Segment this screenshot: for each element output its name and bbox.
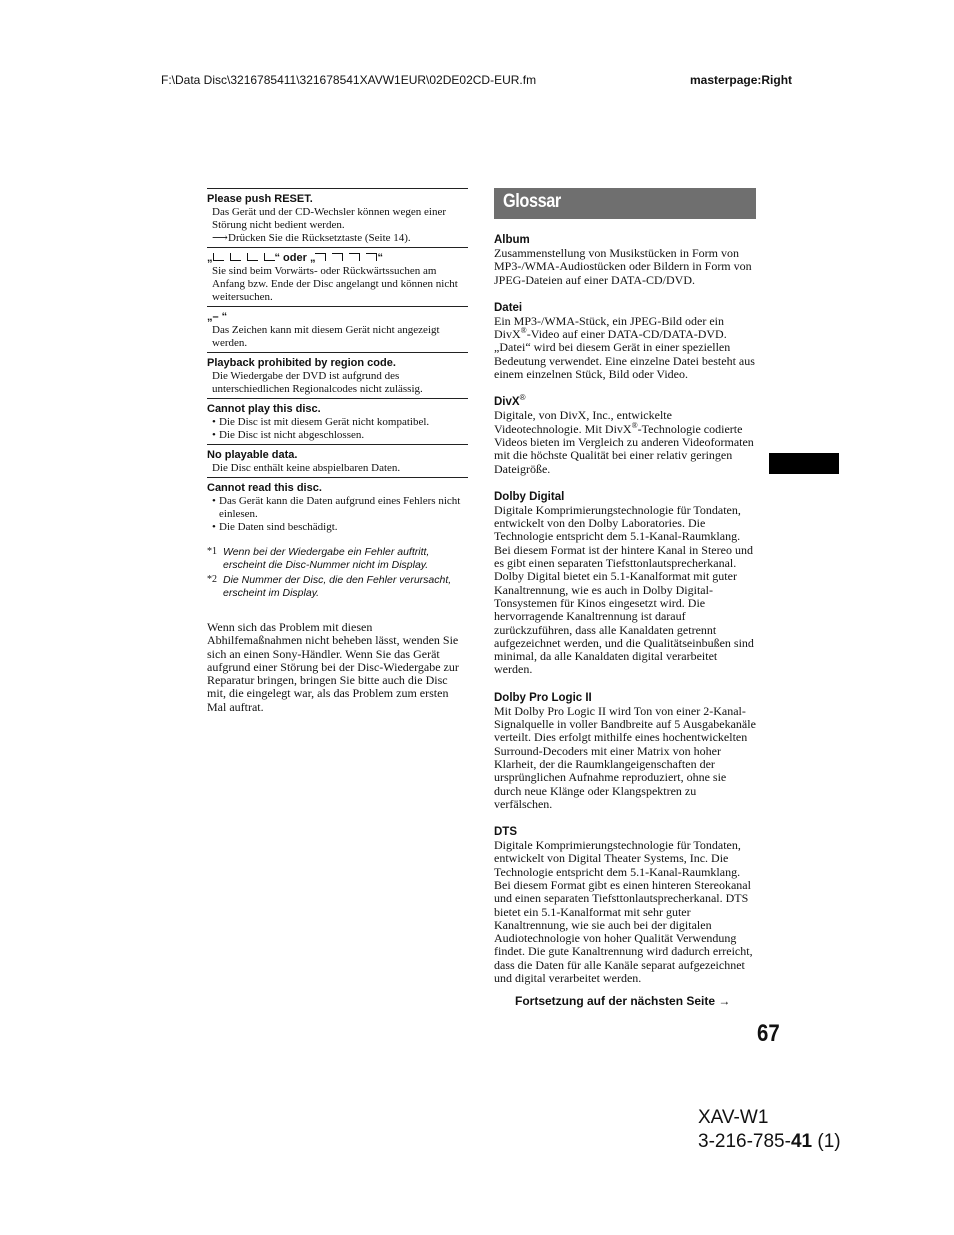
arrow-right-icon: ⟶ (212, 232, 228, 244)
model-code: 3-216-785-41 (1) (698, 1131, 841, 1152)
list-item: • Die Disc ist nicht abgeschlossen. (212, 429, 468, 442)
message-title: Playback prohibited by region code. (207, 357, 396, 369)
message-no-data (207, 444, 468, 477)
term-body: Zusammenstellung von Musikstücken in Form von MP3-/WMA-Audiostücken oder Bildern in Form von JPEG-Dateien auf einer DATA-CD/DVD. (494, 246, 752, 287)
message-action: ⟶Drücken Sie die Rücksetztaste (Seite 14). (212, 232, 411, 244)
section-thumb-tab (769, 453, 839, 474)
message-title: „– “ (207, 311, 228, 323)
model-name: XAV-W1 (698, 1107, 769, 1128)
term-title: Dolby Digital (494, 490, 565, 503)
error-messages-column (207, 188, 468, 714)
glossary-entry-dolby-digital (494, 490, 756, 677)
message-text: Die Disc enthält keine abspielbaren Daten. (212, 462, 401, 474)
continuation-note: Fortsetzung auf der nächsten Seite → (515, 994, 731, 1008)
message-reset (207, 188, 468, 247)
term-body: Digitale, von DivX, Inc., entwickelte Videotechnologie. Mit DivX®-Technologie codierte Videos bieten im Vergleich zu anderen Videoformaten mit die höchste Qualität bei einer relativ geringen Dateigröße. (494, 408, 754, 476)
glossary-entry-divx (494, 395, 756, 475)
message-cannot-read (207, 477, 468, 536)
message-text: Sie sind beim Vorwärts- oder Rückwärtssuchen am Anfang bzw. Ende der Disc angelangt und können nicht weitersuchen. (212, 265, 458, 303)
page-number: 67 (757, 1020, 780, 1047)
term-body: Digitale Komprimierungstechnologie für Tondaten, entwickelt von den Dolby Laboratories. Die Technologie entspricht dem 5.1-Kanal-Raumklang. Bei diesem Format ist der hintere Kanal in Stereo und es gibt einen separaten Tiefsttonlautsprecherkanal. Dolby Digital bietet ein 5.1-Kanalformat mit guter Kanaltrennung, wie es auch in Dolby Digital-Tonsystemen für Kinos eingesetzt wird. Die hervorragende Kanaltrennung ist darauf zurückzuführen, dass alle Kanaldaten getrennt aufgezeichnet werden, und die Qualitätseinbußen sind minimal, da alle Kanaldaten digital verarbeitet werden. (494, 502, 754, 677)
message-search-limit (207, 247, 468, 306)
message-region-code (207, 352, 468, 398)
term-title: Dolby Pro Logic II (494, 691, 592, 704)
glossary-column (494, 188, 756, 985)
term-title: Datei (494, 301, 523, 314)
page-title: Glossar (503, 191, 561, 212)
message-title: „ “ oder „ “ (207, 252, 383, 264)
message-cannot-play (207, 398, 468, 444)
message-title: Cannot read this disc. (207, 482, 322, 494)
term-title: Album (494, 234, 530, 246)
message-title: No playable data. (207, 449, 298, 461)
service-note: Wenn sich das Problem mit diesen Abhilfemaßnahmen nicht beheben lässt, wenden Sie sich an einen Sony-Händler. Wenn Sie das Gerät aufgrund einer Störung bei der Disc-Wiedergabe zur Reparatur bringen, bringen Sie bitte auch die Disc mit, die eingelegt war, als das Problem zum ersten Mal auftrat. (207, 620, 459, 714)
term-body: Ein MP3-/WMA-Stück, ein JPEG-Bild oder ein DivX®-Video auf einer DATA-CD/DATA-DVD. „Datei“ wird bei diesem Gerät in einer speziellen Bedeutung verwendet. Eine einzelne Datei besteht aus einem einzelnen Stück, Bild oder Video. (494, 313, 755, 382)
list-item: • Die Disc ist mit diesem Gerät nicht kompatibel. (212, 416, 468, 429)
masterpage-label: masterpage:Right (690, 73, 793, 87)
list-item: • Das Gerät kann die Daten aufgrund eines Fehlers nicht einlesen. (212, 495, 468, 521)
message-title: Cannot play this disc. (207, 403, 321, 415)
glossary-entry-album (494, 233, 756, 287)
message-text: Das Zeichen kann mit diesem Gerät nicht angezeigt werden. (212, 324, 440, 349)
message-char-unsupported (207, 306, 468, 352)
list-item: • Die Daten sind beschädigt. (212, 521, 468, 534)
footnotes (207, 546, 468, 599)
glossary-heading-banner (494, 188, 756, 219)
message-text: Das Gerät und der CD-Wechsler können wegen einer Störung nicht bedient werden. (212, 206, 446, 231)
segment-bottom-icon (213, 252, 275, 264)
term-title: DTS (494, 826, 517, 839)
model-info (698, 1106, 841, 1154)
footnote: *1 Wenn bei der Wiedergabe ein Fehler auftritt, erscheint die Disc-Nummer nicht im Display. (207, 546, 430, 571)
term-body: Mit Dolby Pro Logic II wird Ton von einer 2-Kanal-Signalquelle in voller Bandbreite auf 5 Ausgabekanäle verteilt. Dies erfolgt mithilfe eines hochentwickelten Surround-Decoders mit einer Matrix von hoher Klarheit, der die Raumklangeigenschaften der ursprünglichen Aufnahme reproduziert, ohne sie durch neue Klänge oder Klangspektren zu verfälschen. (494, 703, 756, 811)
file-path: F:\Data Disc\3216785411\321678541XAVW1EUR\02DE02CD-EUR.fm (161, 73, 537, 87)
term-body: Digitale Komprimierungstechnologie für Tondaten, entwickelt von Digital Theater Systems, Inc. Die Technologie entspricht dem 5.1-Kanal-Raumklang. Bei diesem Format gibt es einen hinteren Stereokanal und einen separaten Tiefsttonlautsprecherkanal. DTS bietet ein 5.1-Kanalformat mit sehr guter Kanaltrennung, wie sie auch bei der digitalen Audiotechnologie von hoher Qualität Verwendung findet. Die gute Kanaltrennung wird dadurch erreicht, dass die Daten für alle Kanäle separat aufgezeichnet und digital verarbeitet werden. (494, 838, 753, 986)
glossary-entry-dolby-pro-logic (494, 691, 756, 811)
glossary-entry-dts (494, 825, 756, 985)
message-text: Die Wiedergabe der DVD ist aufgrund des unterschiedlichen Regionalcodes nicht zulässig. (212, 370, 423, 395)
glossary-entry-datei (494, 301, 756, 381)
term-title: DivX® (494, 393, 526, 409)
footnote: *2 Die Nummer der Disc, die den Fehler verursacht, erscheint im Display. (207, 574, 452, 599)
message-title: Please push RESET. (207, 193, 313, 205)
segment-top-icon (315, 252, 377, 264)
